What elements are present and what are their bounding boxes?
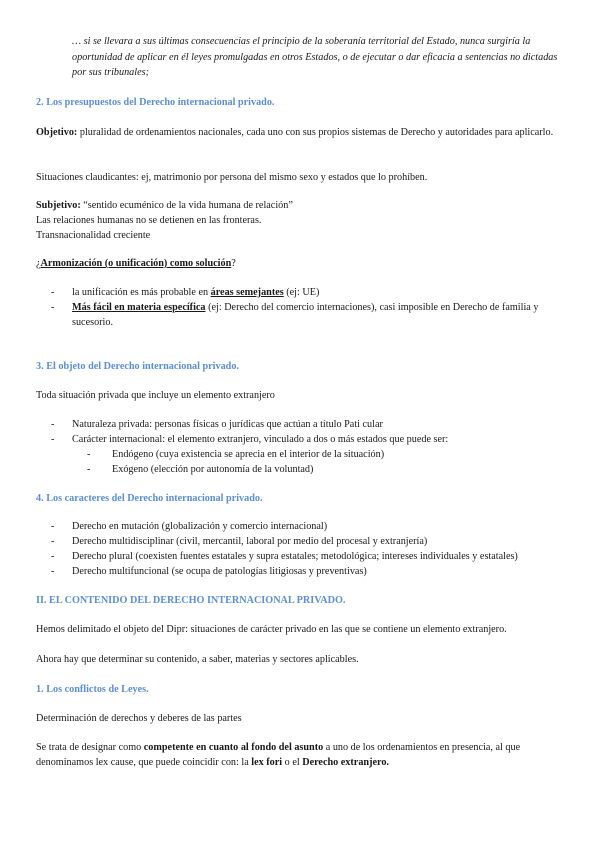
question-close: ? [231,258,236,269]
bullet-text: Exógeno (elección por autonomía de la voluntad) [112,464,314,475]
part-ii-heading: II. EL CONTENIDO DEL DERECHO INTERNACIONAL PRIVADO. [36,595,346,606]
bullet-dash: - [51,536,55,547]
relaciones-line: Las relaciones humanas no se detienen en las fronteras. [36,215,262,226]
bullet-dash: - [51,521,55,532]
transnacionalidad-line: Transnacionalidad creciente [36,230,151,241]
objetivo-label: Objetivo: [36,127,78,138]
situaciones-paragraph: Situaciones claudicantes: ej, matrimonio por persona del mismo sexo y estados que lo prohíben. [36,172,428,183]
bullet-dash: - [87,464,91,475]
section-2-heading: 2. Los presupuestos del Derecho internacional privado. [36,97,275,108]
section-1-heading: 1. Los conflictos de Leyes. [36,684,149,695]
armonizacion-bold: Armonización (o unificación) como solución [40,258,232,269]
objetivo-text: pluralidad de ordenamientos nacionales, cada uno con sus propios sistemas de Derecho y autoridades para aplicarlo. [77,127,554,138]
bullet-text: Derecho en mutación (globalización y comercio internacional) [72,521,328,532]
bullet-dash: - [51,302,55,313]
subjetivo-label: Subjetivo: [36,200,81,211]
bullet-text: Endógeno (cuya existencia se aprecia en el interior de la situación) [112,449,385,460]
question-open: ¿ [36,258,41,269]
section-3-intro: Toda situación privada que incluye un elemento extranjero [36,390,275,401]
subjetivo-paragraph [36,198,566,213]
bullet-dash: - [51,551,55,562]
bullet-text: Derecho multifuncional (se ocupa de patologías litigiosas y preventivas) [72,566,367,577]
section-1-paragraph-2: Se trata de designar como competente en cuanto al fondo del asunto a uno de los ordenamientos en presencia, al que denominamos lex cause, que puede coincidir con: la lex fori o el Derecho extranjero. [36,742,521,768]
bullet-dash: - [51,287,55,298]
bullet-text: la unificación es más probable en áreas semejantes (ej: UE) [72,287,320,298]
bullet-dash: - [51,566,55,577]
section-3-heading: 3. El objeto del Derecho internacional privado. [36,361,239,372]
bullet-dash: - [51,419,55,430]
quote-paragraph: … si se llevara a sus últimas consecuencias el principio de la soberanía territorial del Estado, nunca surgiría la oportunidad de aplicar en él leyes promulgadas en otros Estados, o de ejecutar o dar eficacia a sentencias no dictadas por sus tribunales; [72,36,558,78]
bullet-text: Más fácil en materia específica (ej: Derecho del comercio internaciones), casi imposible en Derecho de familia y sucesorio. [72,302,539,328]
subjetivo-text: “sentido ecuménico de la vida humana de relación” [80,200,293,211]
section-4-heading: 4. Los caracteres del Derecho internacional privado. [36,493,263,504]
armonizacion-question [36,256,566,271]
part-ii-paragraph-1: Hemos delimitado el objeto del Dipr: situaciones de carácter privado en las que se contiene un elemento extranjero. [36,624,507,635]
section-1-paragraph-1: Determinación de derechos y deberes de las partes [36,713,242,724]
objetivo-paragraph [36,125,566,140]
bullet-text: Derecho multidisciplinar (civil, mercantil, laboral por medio del procesal y extranjería) [72,536,428,547]
part-ii-paragraph-2: Ahora hay que determinar su contenido, a saber, materias y sectores aplicables. [36,654,359,665]
bullet-text: Derecho plural (coexisten fuentes estatales y supra estatales; metodológica; intereses individuales y estatales) [72,551,518,562]
bullet-text: Carácter internacional: el elemento extranjero, vinculado a dos o más estados que puede ser: [72,434,449,445]
bullet-dash: - [51,434,55,445]
bullet-dash: - [87,449,91,460]
bullet-text: Naturaleza privada: personas físicas o jurídicas que actúan a título Pati cular [72,419,383,430]
